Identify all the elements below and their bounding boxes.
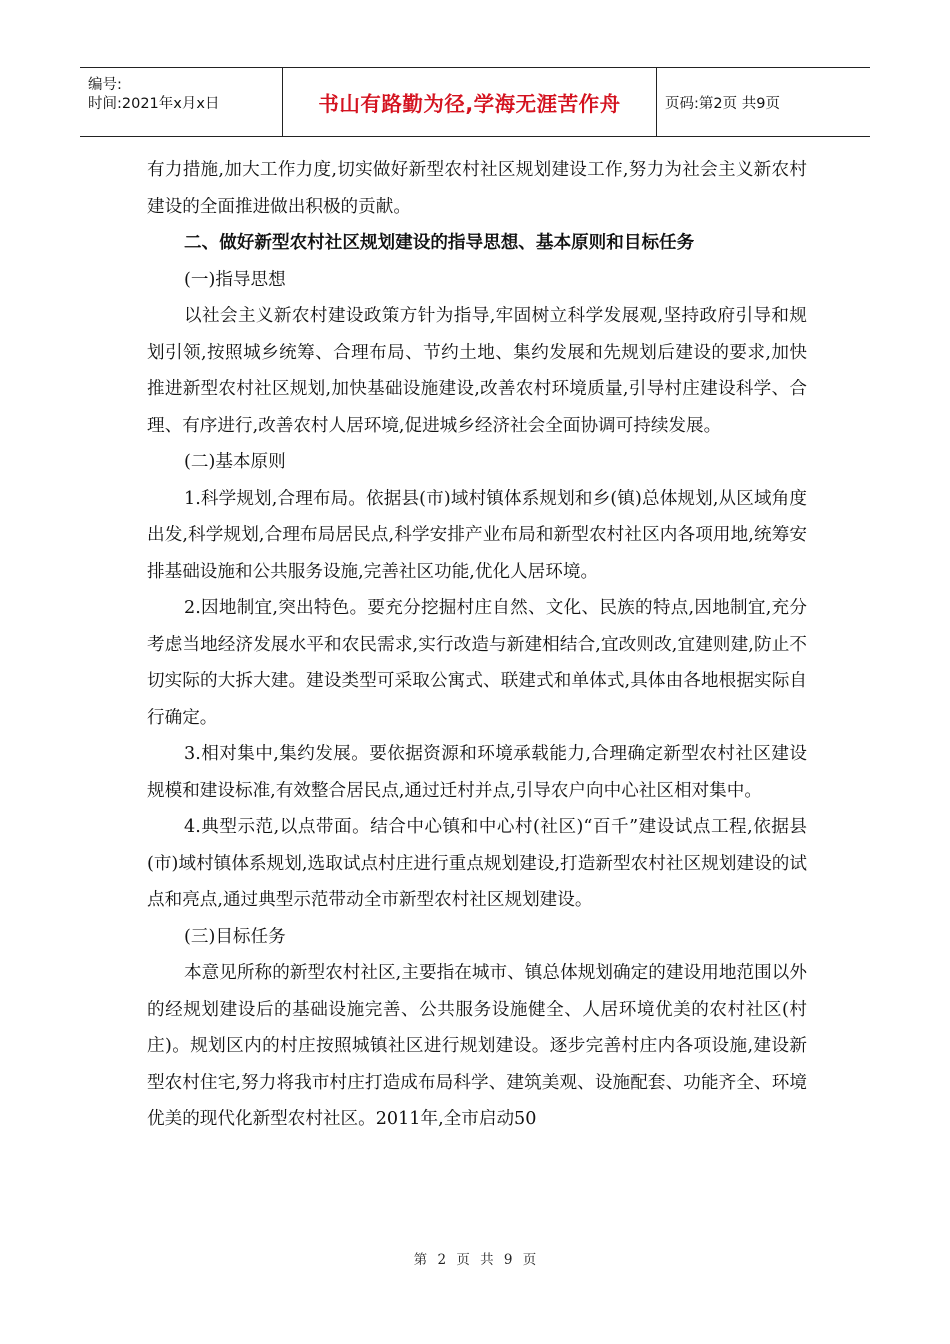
paragraph-target-tasks: 本意见所称的新型农村社区,主要指在城市、镇总体规划确定的建设用地范围以外的经规划建设后的基础设施完善、公共服务设施健全、人居环境优美的农村社区(村庄)。规划区内的村庄按照城镇社区进行规划建设。逐步完善村庄内各项设施,建设新型农村住宅,努力将我市村庄打造成布局科学、建筑美观、设施配套、功能齐全、环境优美的现代化新型农村社区。2011年,全市启动50	[147, 963, 807, 1129]
document-header	[80, 67, 870, 137]
section-heading: 二、做好新型农村社区规划建设的指导思想、基本原则和目标任务	[184, 233, 695, 253]
principle-item-4: 4.典型示范,以点带面。结合中心镇和中心村(社区)“百千”建设试点工程,依据县(市)域村镇体系规划,选取试点村庄进行重点规划建设,打造新型农村社区规划建设的试点和亮点,通过典型示范带动全市新型农村社区规划建设。	[147, 817, 807, 910]
header-meta-cell	[80, 68, 283, 136]
header-page-cell	[657, 68, 870, 136]
principle-item-3: 3.相对集中,集约发展。要依据资源和环境承载能力,合理确定新型农村社区建设规模和建设标准,有效整合居民点,通过迁村并点,引导农户向中心社区相对集中。	[147, 744, 807, 801]
paragraph-guiding-ideology: 以社会主义新农村建设政策方针为指导,牢固树立科学发展观,坚持政府引导和规划引领,按照城乡统筹、合理布局、节约土地、集约发展和先规划后建设的要求,加快推进新型农村社区规划,加快基础设施建设,改善农村环境质量,引导村庄建设科学、合理、有序进行,改善农村人居环境,促进城乡经济社会全面协调可持续发展。	[147, 306, 807, 436]
principle-item-2: 2.因地制宜,突出特色。要充分挖掘村庄自然、文化、民族的特点,因地制宜,充分考虑当地经济发展水平和农民需求,实行改造与新建相结合,宜改则改,宜建则建,防止不切实际的大拆大建。建设类型可采取公寓式、联建式和单体式,具体由各地根据实际自行确定。	[147, 598, 807, 728]
subsection-heading-target-tasks: (三)目标任务	[184, 926, 286, 947]
subsection-heading-guiding-ideology: (一)指导思想	[184, 269, 286, 290]
document-number-label: 编号:	[88, 77, 122, 93]
header-motto-cell	[283, 68, 657, 136]
principle-item-1: 1.科学规划,合理布局。依据县(市)域村镇体系规划和乡(镇)总体规划,从区域角度出发,科学规划,合理布局居民点,科学安排产业布局和新型农村社区内各项用地,统筹安排基础设施和公共服务设施,完善社区功能,优化人居环境。	[147, 488, 807, 582]
paragraph-continuation: 有力措施,加大工作力度,切实做好新型农村社区规划建设工作,努力为社会主义新农村建设的全面推进做出积极的贡献。	[147, 160, 807, 217]
header-page-info: 页码:第2页 共9页	[665, 95, 780, 112]
document-date: 时间:2021年x月x日	[88, 96, 220, 112]
page-footer: 第 2 页 共 9 页	[413, 1252, 537, 1268]
subsection-heading-basic-principles: (二)基本原则	[184, 452, 286, 472]
document-body	[147, 152, 807, 1138]
header-motto: 书山有路勤为径,学海无涯苦作舟	[318, 92, 621, 116]
